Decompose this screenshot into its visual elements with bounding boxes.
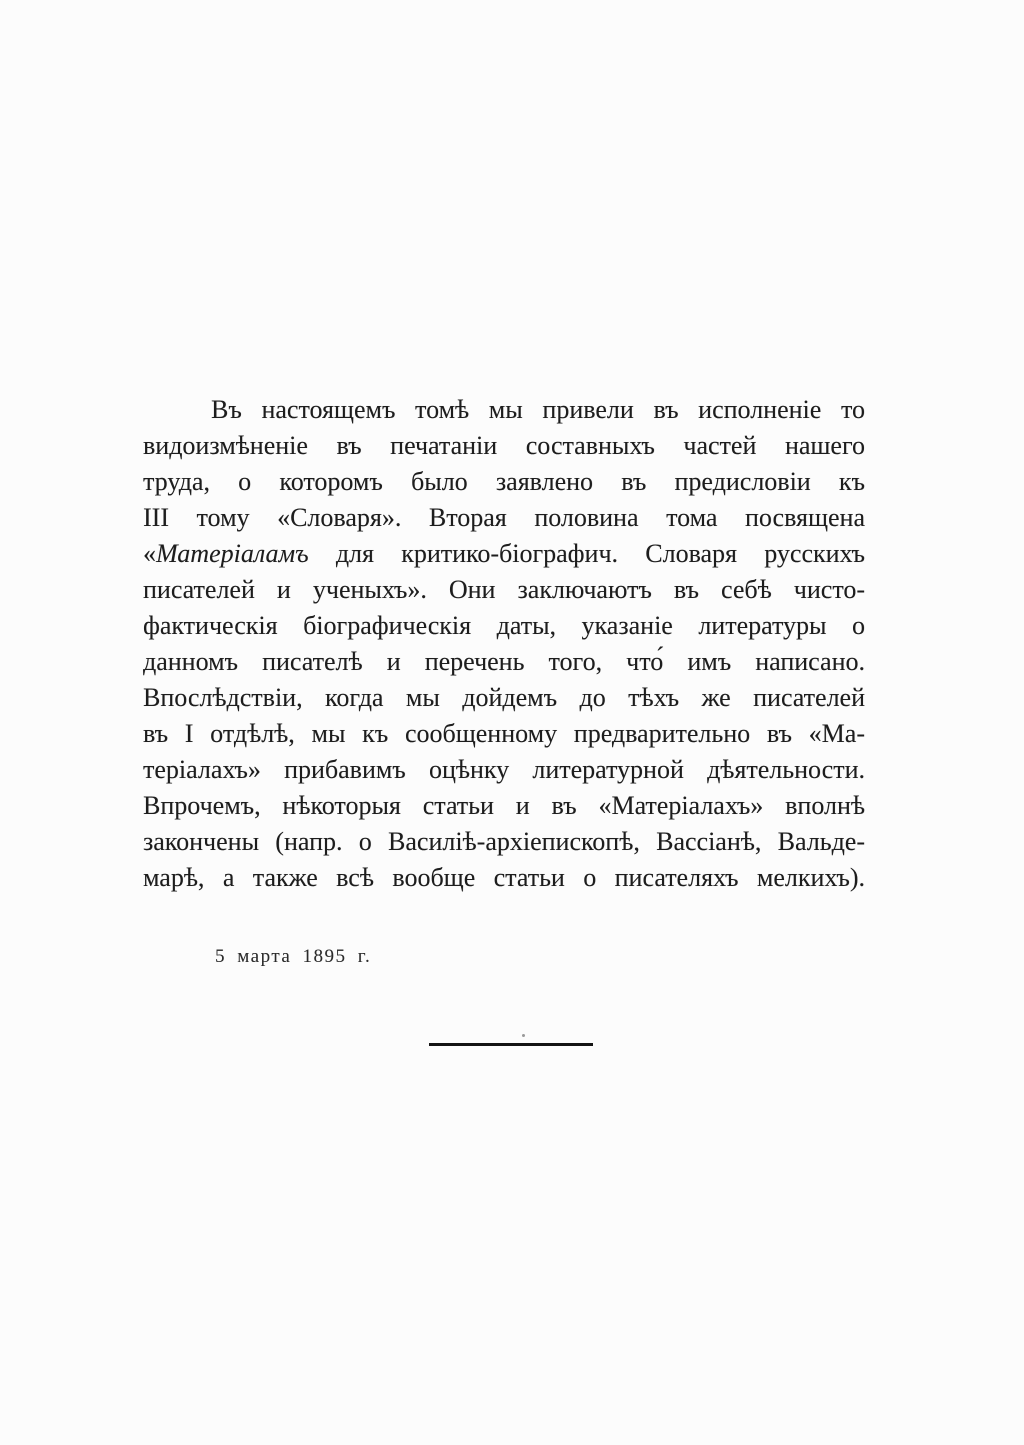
text-segment: теріалахъ» прибавимъ оцѣнку литературной дѣятельности. [143, 755, 865, 784]
text-segment: « [143, 539, 156, 568]
text-segment: фактическія біографическія даты, указаніе литературы о [143, 611, 865, 640]
body-paragraph [143, 392, 865, 896]
text-segment: Въ настоящемъ томѣ мы привели въ исполненіе то [211, 395, 865, 424]
text-line [143, 428, 865, 464]
text-segment: закончены (напр. о Василіѣ-архіепископѣ, Вассіанѣ, Вальде- [143, 827, 865, 856]
section-divider-rule [429, 1043, 593, 1046]
text-segment: видоизмѣненіе въ печатаніи составныхъ частей нашего [143, 431, 865, 460]
text-segment: марѣ, а также всѣ вообще статьи о писателяхъ мелкихъ). [143, 863, 865, 892]
text-line [143, 860, 865, 896]
text-line [143, 536, 865, 572]
text-segment: въ I отдѣлѣ, мы къ сообщенному предварительно въ «Ма- [143, 719, 865, 748]
text-line [143, 392, 865, 428]
scan-speckle-dot [522, 1034, 525, 1037]
italic-text-segment: Матеріаламъ [156, 539, 309, 568]
text-line [143, 824, 865, 860]
text-segment: III тому «Словаря». Вторая половина тома посвящена [143, 503, 865, 532]
text-segment: Впослѣдствіи, когда мы дойдемъ до тѣхъ же писателей [143, 683, 865, 712]
text-line [143, 716, 865, 752]
dateline: 5 марта 1895 г. [215, 946, 372, 967]
text-line [143, 644, 865, 680]
text-segment: Впрочемъ, нѣкоторыя статьи и въ «Матеріалахъ» вполнѣ [143, 791, 865, 820]
text-line [143, 572, 865, 608]
text-segment: труда, о которомъ было заявлено въ предисловіи къ [143, 467, 865, 496]
text-line [143, 680, 865, 716]
text-line [143, 608, 865, 644]
text-line [143, 464, 865, 500]
text-segment: для критико-біографич. Словаря русскихъ [308, 539, 865, 568]
text-segment: данномъ писателѣ и перечень того, что́ имъ написано. [143, 647, 865, 676]
text-line [143, 500, 865, 536]
text-line [143, 788, 865, 824]
text-line [143, 752, 865, 788]
text-segment: писателей и ученыхъ». Они заключаютъ въ себѣ чисто- [143, 575, 865, 604]
